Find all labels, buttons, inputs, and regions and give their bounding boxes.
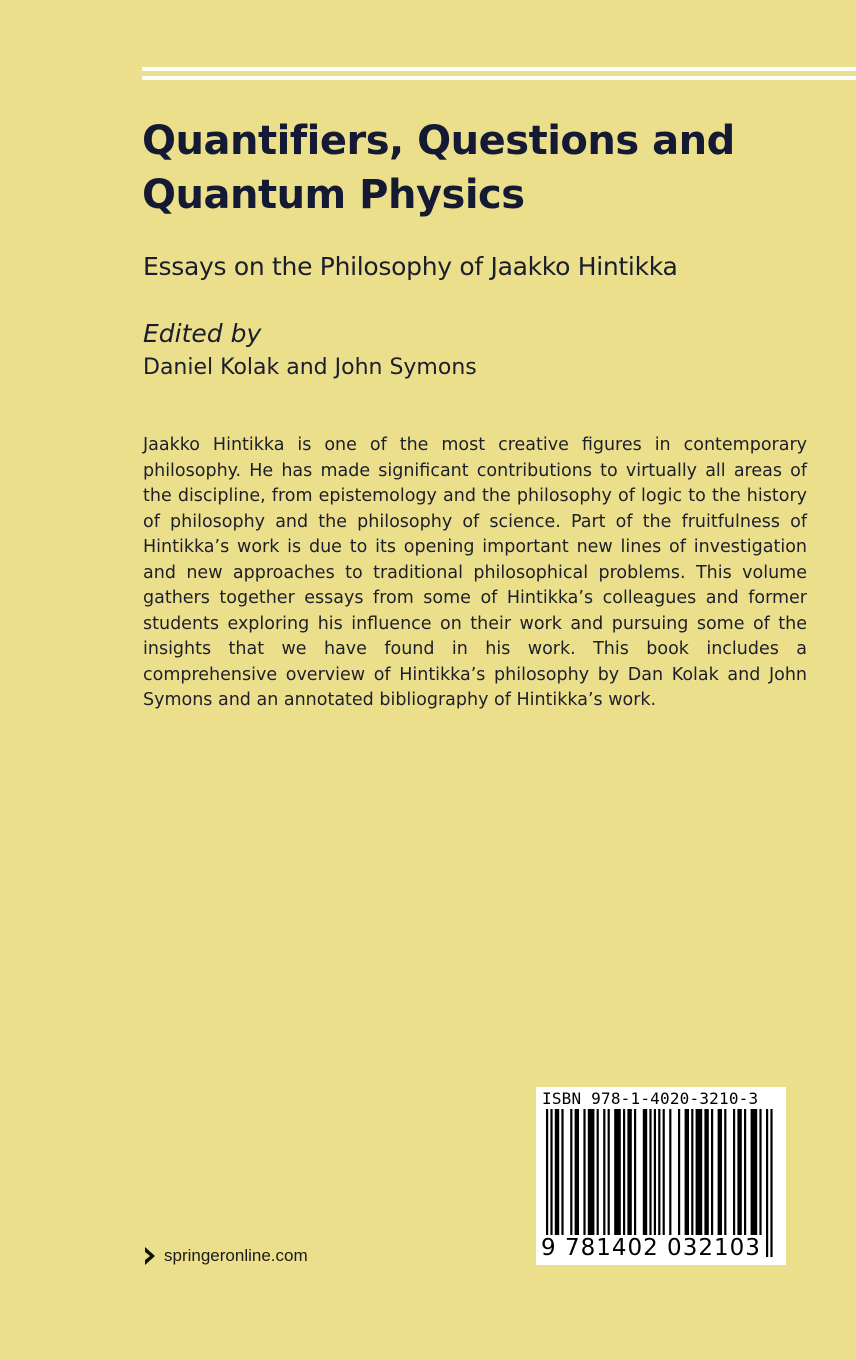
website-url[interactable]: springeronline.com	[164, 1246, 308, 1265]
isbn-barcode	[536, 1087, 786, 1265]
book-title-line-1: Quantifiers, Questions and	[142, 118, 735, 164]
edited-by-label: Edited by	[143, 319, 262, 348]
top-rule-lower	[142, 76, 856, 80]
book-subtitle: Essays on the Philosophy of Jaakko Hintikka	[143, 252, 678, 281]
ean-digits: 9 781402 032103	[541, 1235, 761, 1261]
book-title	[142, 114, 842, 222]
publisher-website[interactable]	[142, 1244, 308, 1268]
chevron-right-icon	[142, 1245, 158, 1267]
book-description: Jaakko Hintikka is one of the most creative figures in contemporary philosophy. He has made significant contributions to virtually all areas of the discipline, from epistemology and the philosophy of logic to the history of philosophy and the philosophy of science. Part of the fruitfulness of Hintikka’s work is due to its opening important new lines of investigation and new approaches to traditional philosophical problems. This volume gathers together essays from some of Hintikka’s colleagues and former students exploring his influence on their work and pursuing some of the insights that we have found in his work. This book includes a comprehensive overview of Hintikka’s philosophy by Dan Kolak and John Symons and an annotated bibliography of Hintikka’s work.	[143, 435, 807, 710]
editors-names: Daniel Kolak and John Symons	[143, 355, 477, 380]
isbn-label: ISBN 978-1-4020-3210-3	[542, 1089, 759, 1108]
book-title-line-2: Quantum Physics	[142, 172, 525, 218]
top-rule-upper	[142, 67, 856, 71]
